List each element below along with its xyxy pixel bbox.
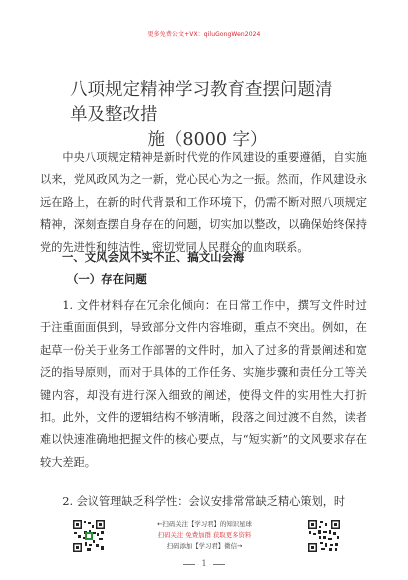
footer-promo [112,519,297,552]
page-number-value: 1 [201,559,207,568]
page-number-dash-right [213,564,225,565]
section-heading: 一、文风会风不实不正、搞文山会海 [62,250,245,264]
subsection-heading: （一）存在问题 [67,272,147,286]
item-paragraph-2 [40,491,367,513]
qr-code-icon [307,519,341,553]
intro-paragraph [40,147,367,259]
footer-line-1: ←扫码关注【学习君】的知识星球 [157,520,252,528]
title-line-1: 八项规定精神学习教育查摆问题清单及整改措 [70,80,333,125]
intro-text: 中央八项规定精神是新时代党的作风建设的重要遵循，自实施以来，党风政风为之一新，党心民心为之一振。然而，作风建设永远在路上，在新的时代背景和工作环境下，仍需不断对照八项规定精神，深刻查摆自身存在的问题，切实加以整改，以确保始终保持党的先进性和纯洁性，密切党同人民群众的血肉联系。 [40,151,367,254]
page-footer [0,517,408,580]
page-number [0,559,408,568]
page-number-dash-left [183,564,195,565]
header-note: 更多免费公文+VX：qiluGongWen2024 [147,31,261,38]
item-2-text: 2. 会议管理缺乏科学性：会议安排常常缺乏精心策划，时 [62,495,346,508]
page-title [70,78,345,153]
qr-code-icon [72,519,106,553]
footer-line-2: 扫码关注 免费加群 获取更多资料 [157,531,252,539]
title-line-2: 施（8000 字） [147,130,268,150]
item-paragraph-1 [40,295,367,474]
item-1-text: 1. 文件材料存在冗余化倾向：在日常工作中，撰写文件时过于注重面面俱到，导致部分文件内容堆砌，重点不突出。例如，在起草一份关于业务工作部署的文件时，加入了过多的背景阐述和宽泛的指导原则，而对于具体的工作任务、实施步骤和责任分工等关键内容，却没有进行深入细致的阐述，使得文件的实用性大打折扣。此外，文件的逻辑结构不够清晰，段落之间过渡不自然，读者难以快速准确地把握文件的核心要点，与“短实新”的文风要求存在较大差距。 [40,299,367,469]
footer-line-3: 扫码添加【学习君】微信→ [166,542,243,550]
